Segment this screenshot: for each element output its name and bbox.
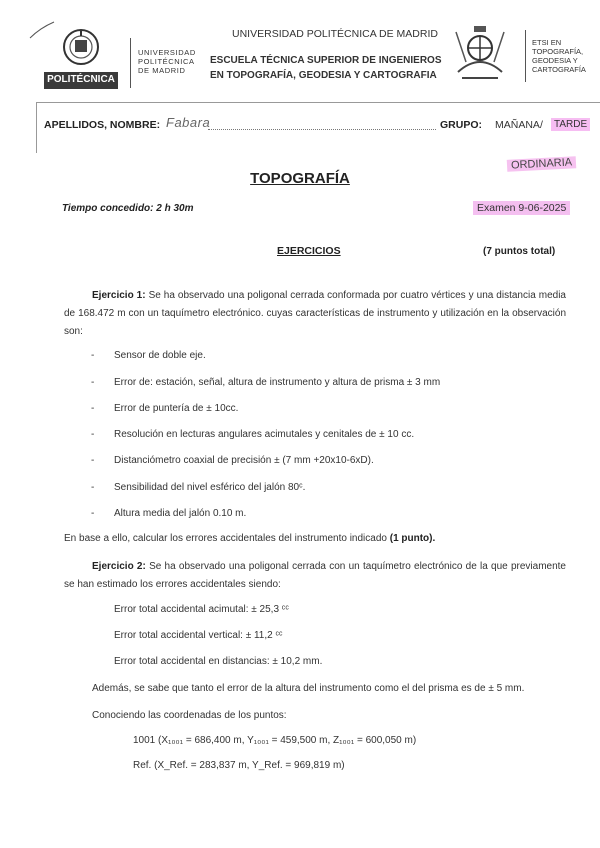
point-ref: Ref. (X_Ref. = 283,837 m, Y_Ref. = 969,819 m) bbox=[133, 760, 345, 771]
exercise2-intro: Ejercicio 2: Se ha observado una poligonal cerrada con un taquímetro electrónico de la que previamente se han estimado los errores accidentales siendo: bbox=[64, 561, 566, 590]
group-label: GRUPO: bbox=[440, 119, 482, 131]
exam-title: TOPOGRAFÍA bbox=[250, 170, 350, 187]
exam-date: Examen 9-06-2025 bbox=[473, 201, 570, 215]
section-title: EJERCICIOS bbox=[277, 245, 341, 257]
university-title: UNIVERSIDAD POLITÉCNICA DE MADRID bbox=[232, 28, 438, 40]
logo-text: POLITÉCNICA bbox=[47, 74, 115, 85]
upm-logo bbox=[42, 22, 120, 90]
point-1001: 1001 (X₁₀₀₁ = 686,400 m, Y₁₀₀₁ = 459,500 m, Z₁₀₀₁ = 600,050 m) bbox=[133, 735, 417, 746]
divider bbox=[525, 30, 526, 82]
exercise1-question: En base a ello, calcular los errores accidentales del instrumento indicado (1 punto). bbox=[64, 533, 436, 544]
list-item: Resolución en lecturas angulares acimutales y cenitales de ± 10 cc. bbox=[114, 429, 415, 440]
list-item: Altura media del jalón 0.10 m. bbox=[114, 508, 247, 519]
list-item: Error de puntería de ± 10cc. bbox=[114, 403, 239, 414]
exercise1-intro: Ejercicio 1: Se ha observado una poligonal cerrada conformada por cuatro vértices y una distancia media de 168.472 m con un taquímetro electrónico. cuyas características de instrumento y utilización en la observación son: bbox=[64, 290, 566, 337]
etsi-crest-icon bbox=[448, 22, 512, 86]
list-item: Sensor de doble eje. bbox=[114, 350, 206, 361]
coords-intro: Conociendo las coordenadas de los puntos: bbox=[92, 710, 287, 721]
group-slash: / bbox=[540, 119, 543, 131]
handwritten-note: ORDINARIA bbox=[507, 156, 577, 172]
upm-name: UNIVERSIDAD POLITÉCNICA DE MADRID bbox=[138, 48, 196, 75]
list-item: Distanciómetro coaxial de precisión ± (7 mm +20x10-6xD). bbox=[114, 455, 374, 466]
name-field[interactable]: Fabara bbox=[166, 115, 211, 130]
exercise2-note: Además, se sabe que tanto el error de la altura del instrumento como el del prisma es de ± 5 mm. bbox=[92, 683, 525, 694]
error-azimuth: Error total accidental acimutal: ± 25,3 ᶜᶜ bbox=[114, 604, 289, 615]
name-label: APELLIDOS, NOMBRE: bbox=[44, 119, 161, 131]
list-item: Sensibilidad del nivel esférico del jalón 80ᶜ. bbox=[114, 482, 306, 493]
school-name: ESCUELA TÉCNICA SUPERIOR DE INGENIEROS EN TOPOGRAFÍA, GEODESIA Y CARTOGRAFIA bbox=[210, 55, 442, 81]
error-distance: Error total accidental en distancias: ± 10,2 mm. bbox=[114, 656, 323, 667]
name-dotted-line bbox=[208, 129, 436, 130]
time-allowed: Tiempo concedido: 2 h 30m bbox=[62, 203, 194, 214]
group-afternoon[interactable]: TARDE bbox=[551, 118, 590, 131]
group-morning[interactable]: MAÑANA bbox=[495, 119, 540, 131]
list-item: Error de: estación, señal, altura de instrumento y altura de prisma ± 3 mm bbox=[114, 377, 441, 388]
section-points: (7 puntos total) bbox=[483, 246, 556, 257]
divider bbox=[130, 38, 131, 88]
etsi-name: ETSI EN TOPOGRAFÍA, GEODESIA Y CARTOGRAFÍA bbox=[532, 38, 586, 74]
error-vertical: Error total accidental vertical: ± 11,2 ᶜᶜ bbox=[114, 630, 283, 641]
